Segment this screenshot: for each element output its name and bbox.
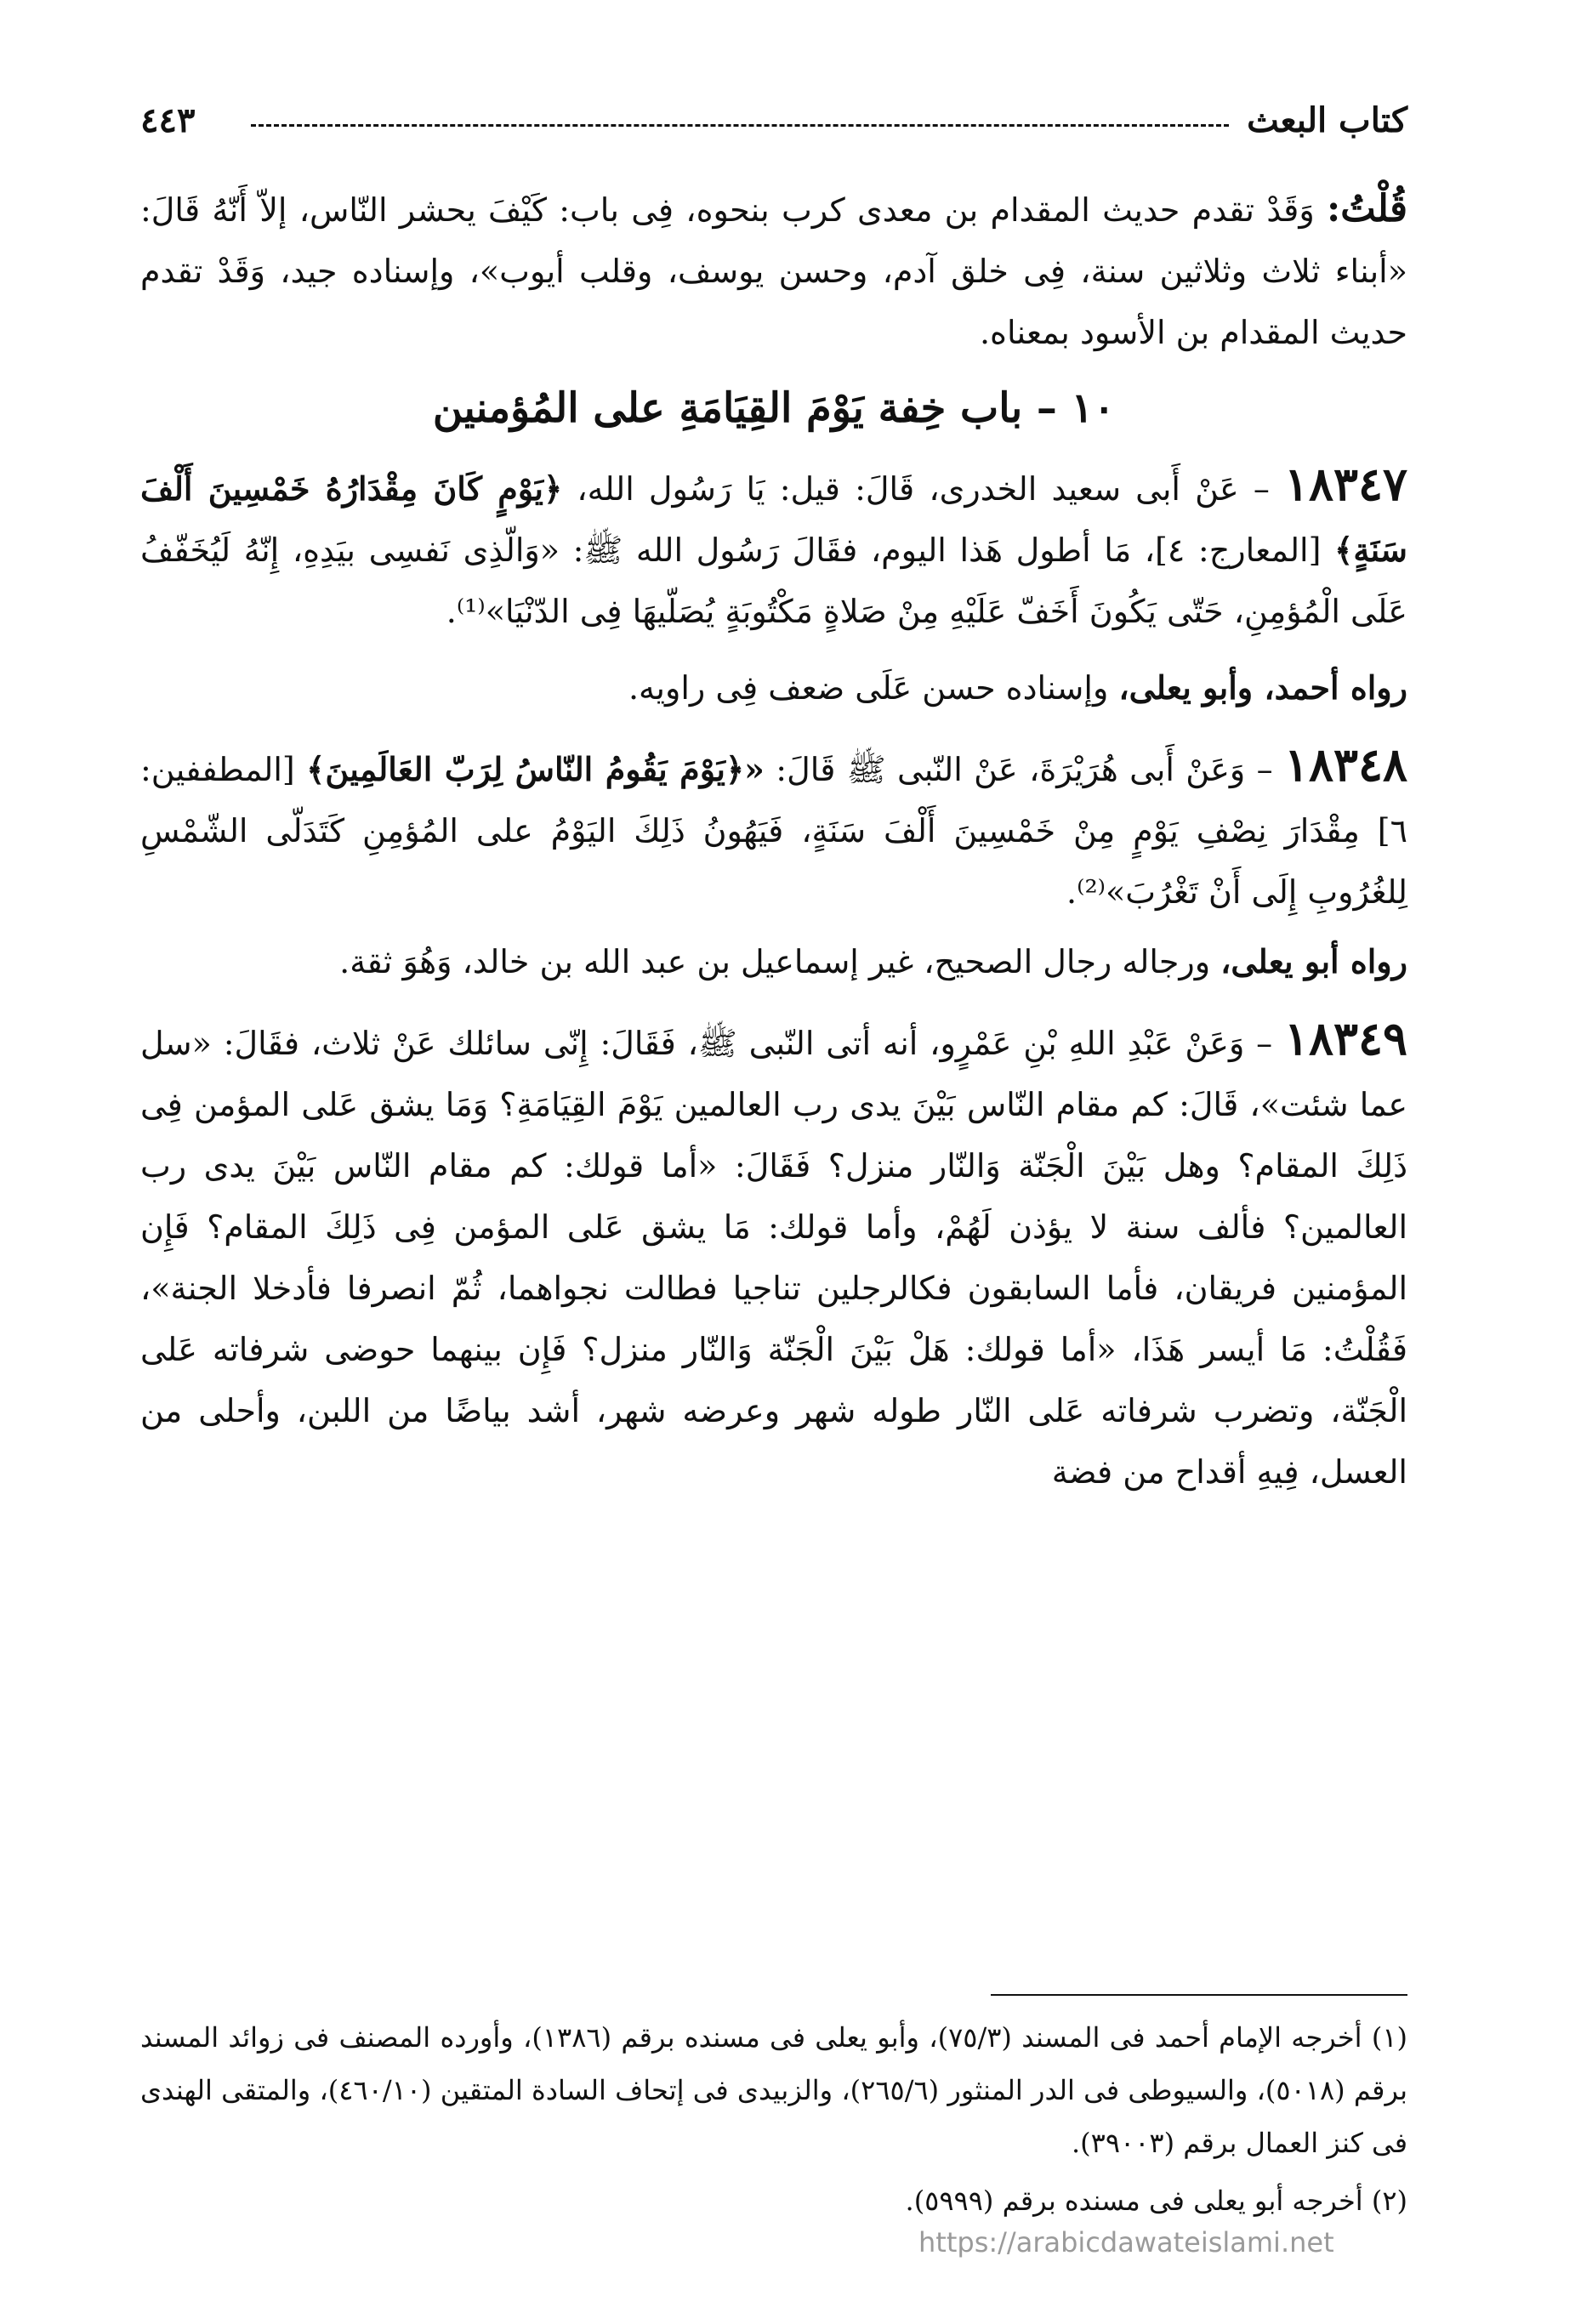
running-header <box>140 100 1407 151</box>
hadith-text-pre: – عَنْ أَبى سعيد الخدرى، قَالَ: قيل: يَا رَسُول الله، <box>562 470 1284 508</box>
intro-paragraph <box>140 179 1407 363</box>
intro-lead: قُلْتُ: <box>1326 187 1407 230</box>
header-dashed-rule <box>251 124 1229 127</box>
hadith-source <box>140 931 1407 992</box>
hadith-text-pre: – وَعَنْ أَبى هُرَيْرَةَ، عَنْ النّبى ﷺ قَالَ: <box>764 751 1284 788</box>
page-number: ٤٤٣ <box>140 100 196 140</box>
hadith-number: ١٨٣٤٧ <box>1283 457 1407 511</box>
footnotes <box>140 1994 1407 2227</box>
footnote-1: (١) أخرجه الإمام أحمد فى المسند (٧٥/٣)، وأبو يعلى فى مسنده برقم (١٣٨٦)، وأورده المصنف فى زوائد المسند برقم (٥٠١٨)، والسيوطى فى الدر المنثور (٢٦٥/٦)، والزبيدى فى إتحاف السادة المتقين (٤٦٠/١٠)، والمتقى الهندى فى كنز العمال برقم (٣٩٠٠٣). <box>140 2021 1408 2159</box>
watermark-url: https://arabicdawateislami.net <box>918 2226 1334 2259</box>
hadith-text-post: [المطففين: ٦] مِقْدَارَ نِصْفِ يَوْمٍ مِنْ خَمْسِينَ أَلْفَ سَنَةٍ، فَيَهُونُ ذَلِكَ اليَوْمُ على المُؤمِنِ كَتَدَلّى الشّمْسِ لِلغُرُوبِ إِلَى أَنْ تَغْرُبَ»⁽²⁾. <box>140 751 1407 911</box>
hadith-text-post: [المعارج: ٤]، مَا أطول هَذا اليوم، فقَالَ رَسُول الله ﷺ: «وَالّذِى نَفسِى بيَدِهِ، إِنّهُ لَيُخَفّفُ عَلَى الْمُؤمِنِ، حَتّى يَكُونَ أَخَفّ عَلَيْهِ مِنْ صَلاةٍ مَكْتُوبَةٍ يُصَلّيهَا فِى الدّنْيَا»⁽¹⁾. <box>140 531 1407 630</box>
quran-quote: «﴿يَوْمَ يَقُومُ النّاسُ لِرَبّ العَالَمِينَ﴾ <box>306 750 765 788</box>
source-rest: ورجاله رجال الصحيح، غير إسماعيل بن عبد الله بن خالد، وَهُوَ ثقة. <box>339 943 1221 980</box>
hadith-text: – وَعَنْ عَبْدِ اللهِ بْنِ عَمْرٍو، أنه أتى النّبى ﷺ، فَقَالَ: إِنّى سائلك عَنْ ثلاث، فقَالَ: «سل عما شئت»، قَالَ: كم مقام النّاس بَيْنَ يدى رب العالمين يَوْمَ القِيَامَةِ؟ وَمَا يشق عَلى المؤمن فِى ذَلِكَ المقام؟ وهل بَيْنَ الْجَنّة وَالنّار منزل؟ فَقَالَ: «أما قولك: كم مقام النّاس بَيْنَ يدى رب العالمين؟ فألف سنة لا يؤذن لَهُمْ، وأما قولك: مَا يشق عَلى المؤمن فِى ذَلِكَ المقام؟ فَإِن المؤمنين فريقان، فأما السابقون فكالرجلين تناجيا فطالت نجواهما، ثُمّ انصرفا فأدخلا الجنة»، فَقُلْتُ: مَا أيسر هَذَا، «أما قولك: هَلْ بَيْنَ الْجَنّة وَالنّار منزل؟ فَإِن بينهما حوضى شرفاته عَلى الْجَنّة، وتضرب شرفاته عَلى النّار طوله شهر وعرضه شهر، أشد بياضًا من اللبن، وأحلى من العسل، فِيهِ أقداح من فضة <box>140 1025 1407 1491</box>
hadith-18349 <box>140 1008 1407 1503</box>
hadith-number: ١٨٣٤٨ <box>1283 737 1407 792</box>
hadith-18347 <box>140 453 1407 642</box>
quran-quote: ﴿يَوْمٍ كَانَ مِقْدَارُهُ خَمْسِينَ أَلْفَ سَنَةٍ﴾ <box>140 469 1407 569</box>
hadith-18348 <box>140 734 1407 923</box>
hadith-number: ١٨٣٤٩ <box>1283 1011 1407 1065</box>
main-text <box>140 179 1407 1518</box>
footnote-2: (٢) أخرجه أبو يعلى فى مسنده برقم (٥٩٩٩). <box>905 2185 1407 2217</box>
source-rest: وإسناده حسن عَلَى ضعف فِى راويه. <box>628 669 1119 707</box>
book-title: كتاب البعث <box>1247 100 1407 140</box>
section-heading: ١٠ – باب خِفة يَوْمَ القِيَامَةِ على المُؤمنين <box>432 384 1116 432</box>
intro-text: وَقَدْ تقدم حديث المقدام بن معدى كرب بنحوه، فِى باب: كَيْفَ يحشر النّاس، إلاّ أَنّهُ قَالَ: «أبناء ثلاث وثلاثين سنة، فِى خلق آدم، وحسن يوسف، وقلب أيوب»، وإسناده جيد، وَقَدْ تقدم حديث المقدام بن الأسود بمعناه. <box>140 191 1407 351</box>
source-lead: رواه أبو يعلى، <box>1220 942 1407 980</box>
footnote-rule <box>991 1994 1407 1996</box>
source-lead: رواه أحمد، وأبو يعلى، <box>1118 668 1407 707</box>
hadith-source <box>140 657 1407 719</box>
